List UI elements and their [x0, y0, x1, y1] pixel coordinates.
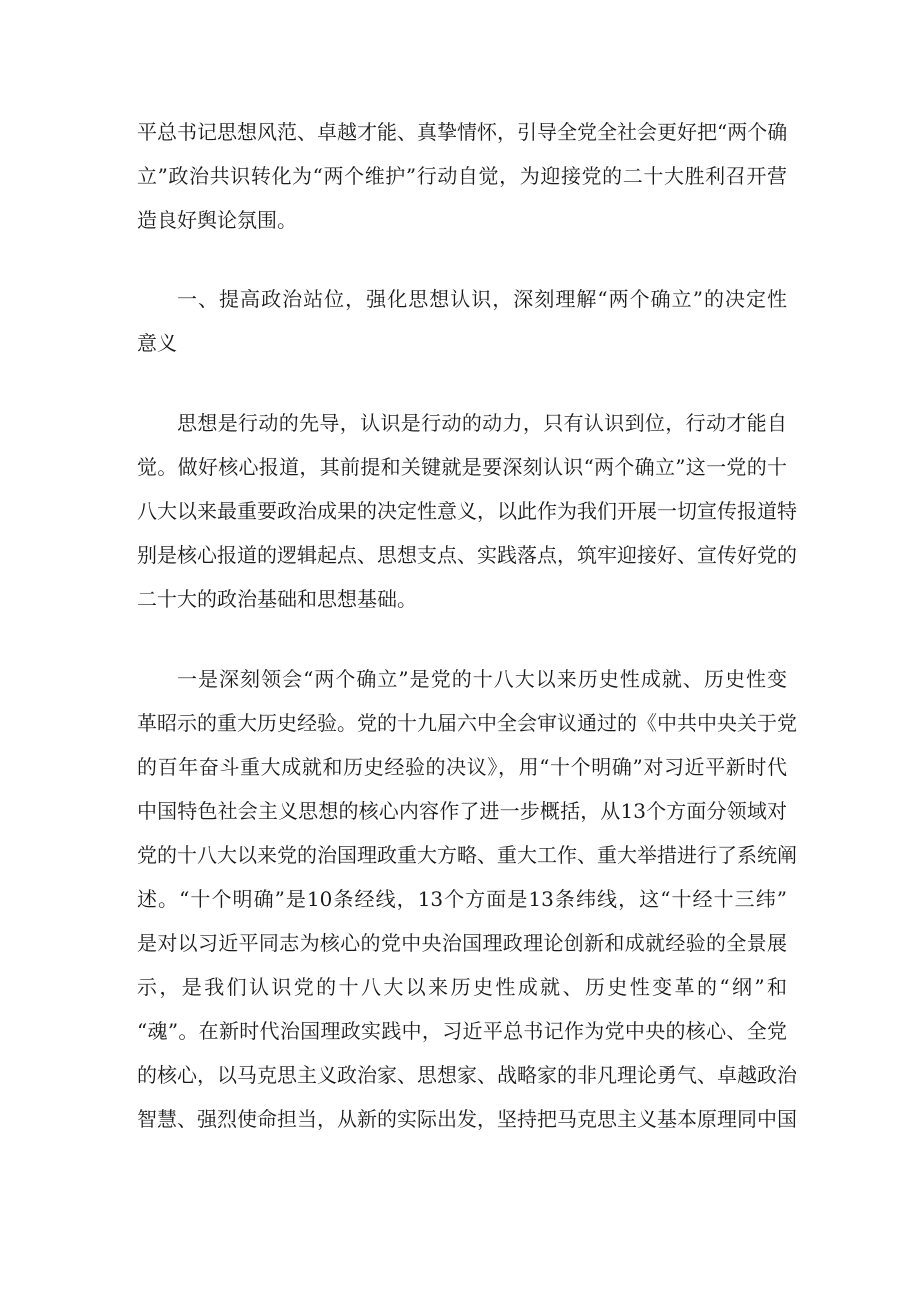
paragraph-4-line-11: 智慧、强烈使命担当，从新的实际出发，坚持把马克思主义基本原理同中国	[137, 1107, 797, 1131]
paragraph-1-line-1: 平总书记思想风范、卓越才能、真挚情怀，引导全党全社会更好把“两个确	[137, 120, 788, 144]
paragraph-4-line-10: 的核心，以马克思主义政治家、思想家、战略家的非凡理论勇气、卓越政治	[137, 1063, 797, 1087]
paragraph-4-line-5: 党的十八大以来党的治国理政重大方略、重大工作、重大举措进行了系统阐	[137, 843, 797, 867]
paragraph-3-line-2: 觉。做好核心报道，其前提和关键就是要深刻认识“两个确立”这一党的十	[137, 455, 787, 479]
paragraph-4-line-2: 革昭示的重大历史经验。党的十九届六中全会审议通过的《中共中央关于党	[137, 711, 797, 735]
paragraph-4-line-6: 述。“十个明确”是10条经线，13个方面是13条纬线，这“十经十三纬”	[137, 887, 787, 911]
paragraph-3-line-4: 别是核心报道的逻辑起点、思想支点、实践落点，筑牢迎接好、宣传好党的	[137, 543, 797, 567]
section-heading-line-2: 意义	[137, 331, 177, 355]
paragraph-4-line-7: 是对以习近平同志为核心的党中央治国理政理论创新和成就经验的全景展	[137, 931, 787, 955]
paragraph-3-line-3: 八大以来最重要政治成果的决定性意义，以此作为我们开展一切宣传报道特	[137, 499, 797, 523]
paragraph-3-line-1: 思想是行动的先导，认识是行动的动力，只有认识到位，行动才能自	[177, 411, 787, 435]
paragraph-4-line-9: “魂”。在新时代治国理政实践中，习近平总书记作为党中央的核心、全党	[137, 1019, 787, 1043]
paragraph-4-line-1: 一是深刻领会“两个确立”是党的十八大以来历史性成就、历史性变	[177, 667, 787, 691]
paragraph-1-line-2: 立”政治共识转化为“两个维护”行动自觉，为迎接党的二十大胜利召开营	[137, 164, 787, 188]
section-heading-line-1: 一、提高政治站位，强化思想认识，深刻理解“两个确立”的决定性	[177, 287, 787, 311]
paragraph-3-line-5: 二十大的政治基础和思想基础。	[137, 587, 417, 611]
paragraph-4-line-3: 的百年奋斗重大成就和历史经验的决议》，用“十个明确”对习近平新时代	[137, 755, 787, 779]
paragraph-4-line-4: 中国特色社会主义思想的核心内容作了进一步概括，从13个方面分领域对	[137, 799, 787, 823]
paragraph-4-line-8: 示，是我们认识党的十八大以来历史性成就、历史性变革的“纲”和	[137, 975, 787, 999]
paragraph-1-line-3: 造良好舆论氛围。	[137, 208, 297, 232]
